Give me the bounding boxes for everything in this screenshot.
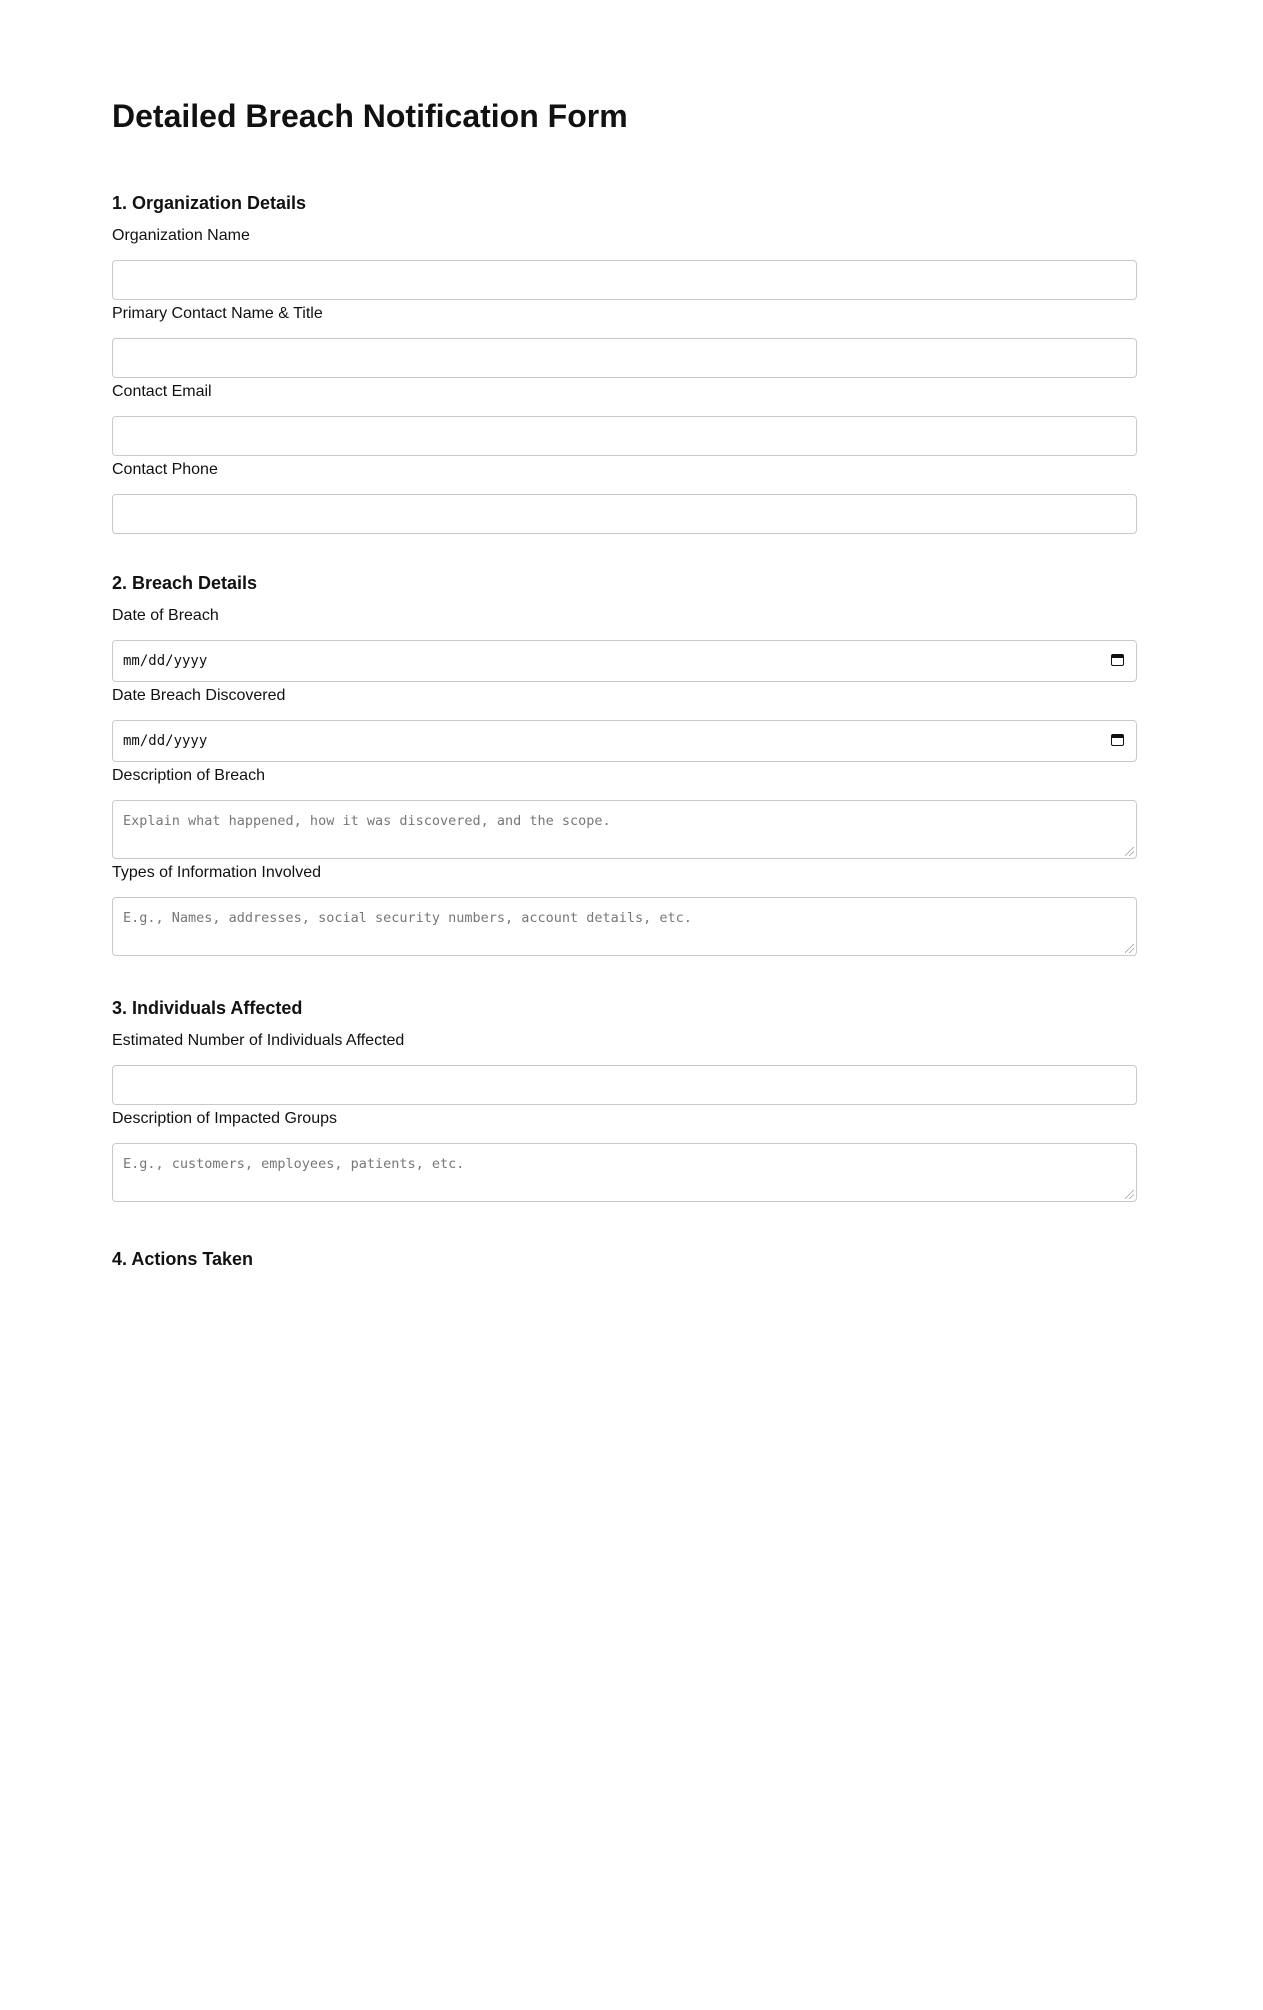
organization-name-label: Organization Name [112, 227, 250, 244]
contact-name-input[interactable] [112, 338, 1137, 378]
individuals-count-label: Estimated Number of Individuals Affected [112, 1032, 405, 1049]
date-of-breach-input[interactable] [112, 640, 1137, 682]
section-heading-actions: 4. Actions Taken [112, 1249, 254, 1269]
field-individuals-count [112, 1031, 1137, 1105]
information-types-label: Types of Information Involved [112, 864, 321, 881]
resize-handle-icon[interactable] [1125, 847, 1134, 856]
field-breach-description [112, 766, 1137, 859]
date-of-breach-value: mm/dd/yyyy [123, 653, 208, 669]
date-discovered-label: Date Breach Discovered [112, 687, 286, 704]
contact-phone-label: Contact Phone [112, 461, 218, 478]
breach-description-textarea[interactable] [112, 800, 1137, 859]
field-impacted-groups [112, 1109, 1137, 1202]
individuals-count-input[interactable] [112, 1065, 1137, 1105]
impacted-groups-label: Description of Impacted Groups [112, 1110, 337, 1127]
breach-description-placeholder: Explain what happened, how it was discovered, and the scope. [123, 813, 611, 829]
field-information-types [112, 863, 1137, 956]
information-types-textarea[interactable] [112, 897, 1137, 956]
contact-email-label: Contact Email [112, 383, 212, 400]
section-individuals-affected [112, 997, 1137, 1202]
section-heading-individuals: 3. Individuals Affected [112, 998, 303, 1018]
field-contact-name [112, 304, 1137, 378]
impacted-groups-placeholder: E.g., customers, employees, patients, etc. [123, 1156, 465, 1172]
section-heading-organization: 1. Organization Details [112, 193, 307, 213]
date-discovered-value: mm/dd/yyyy [123, 733, 208, 749]
field-contact-email [112, 382, 1137, 456]
field-date-discovered [112, 686, 1137, 762]
information-types-placeholder: E.g., Names, addresses, social security numbers, account details, etc. [123, 910, 692, 926]
date-discovered-input[interactable] [112, 720, 1137, 762]
breach-description-label: Description of Breach [112, 767, 265, 784]
contact-name-label: Primary Contact Name & Title [112, 305, 323, 322]
impacted-groups-textarea[interactable] [112, 1143, 1137, 1202]
section-actions-taken [112, 1248, 1137, 1270]
contact-phone-input[interactable] [112, 494, 1137, 534]
contact-email-input[interactable] [112, 416, 1137, 456]
section-organization-details [112, 192, 1137, 534]
field-date-of-breach [112, 606, 1137, 682]
resize-handle-icon[interactable] [1125, 1190, 1134, 1199]
resize-handle-icon[interactable] [1125, 944, 1134, 953]
section-heading-breach: 2. Breach Details [112, 573, 258, 593]
field-organization-name [112, 226, 1137, 300]
page-title: Detailed Breach Notification Form [112, 98, 628, 134]
calendar-icon[interactable] [1111, 654, 1124, 666]
section-breach-details [112, 572, 1137, 956]
organization-name-input[interactable] [112, 260, 1137, 300]
date-of-breach-label: Date of Breach [112, 607, 219, 624]
calendar-icon[interactable] [1111, 734, 1124, 746]
field-contact-phone [112, 460, 1137, 534]
